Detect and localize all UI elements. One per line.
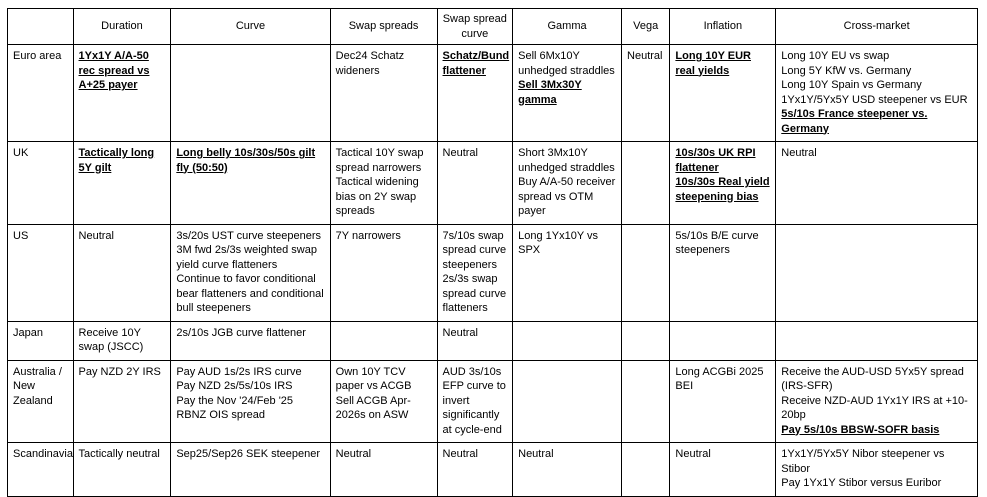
table-row (8, 224, 978, 321)
header-cell-inflation: Inflation (670, 9, 776, 45)
cell-line: 3M fwd 2s/3s weighted swap yield curve flatteners (176, 244, 317, 271)
cell-line: 7s/10s swap spread curve steepeners (442, 229, 507, 271)
cell-line: Neutral (442, 448, 478, 460)
cell-line: Long belly 10s/30s/50s gilt fly (50:50) (176, 147, 316, 174)
table-cell (776, 45, 978, 142)
row-region-label: US (8, 224, 74, 321)
cell-line: 3s/20s UST curve steepeners (176, 229, 322, 242)
table-cell (513, 443, 622, 497)
cell-line: 2s/10s JGB curve flattener (176, 326, 306, 339)
table-cell (622, 321, 670, 360)
table-cell (622, 224, 670, 321)
cell-line: Own 10Y TCV paper vs ACGB (335, 365, 412, 392)
cell-line: 5s/10s B/E curve steepeners (675, 229, 759, 256)
cell-line: Tactically long 5Y gilt (78, 147, 155, 174)
table-cell (776, 321, 978, 360)
cell-line: Short 3Mx10Y unhedged straddles (518, 147, 615, 174)
cell-line: Long 5Y KfW vs. Germany (781, 64, 912, 77)
cell-line: Neutral (781, 147, 817, 159)
header-cell-vega: Vega (622, 9, 670, 45)
table-cell (513, 224, 622, 321)
table-cell (330, 360, 437, 443)
table-cell (622, 443, 670, 497)
cell-line: Dec24 Schatz wideners (335, 50, 405, 77)
cell-line: Tactical widening bias on 2Y swap spreads (335, 176, 419, 217)
cell-line: Sep25/Sep26 SEK steepener (176, 448, 321, 460)
cell-line: Neutral (627, 50, 663, 62)
table-cell (776, 224, 978, 321)
table-cell (73, 321, 171, 360)
row-region-label: UK (8, 142, 74, 225)
cell-line: Neutral (518, 448, 554, 460)
cell-line: 1Yx1Y/5Yx5Y Nibor steepener vs Stibor (781, 448, 945, 475)
table-cell (171, 443, 330, 497)
cell-line: Long 10Y Spain vs Germany (781, 79, 922, 91)
table-cell (171, 360, 330, 443)
table-cell (171, 142, 330, 225)
table-cell (513, 360, 622, 443)
table-cell (437, 321, 513, 360)
table-cell (171, 45, 330, 142)
header-cell-curve: Curve (171, 9, 330, 45)
cell-line: Pay the Nov '24/Feb '25 RBNZ OIS spread (176, 394, 294, 421)
document-sheet (0, 8, 987, 494)
table-cell (73, 443, 171, 497)
header-row (8, 9, 978, 45)
table-cell (622, 360, 670, 443)
cell-line: Buy A/A-50 receiver spread vs OTM payer (518, 176, 616, 217)
cell-line: Receive NZD-AUD 1Yx1Y IRS at +10-20bp (781, 394, 968, 421)
cell-line: Pay NZD 2Y IRS (78, 365, 161, 378)
cell-line: Receive the AUD-USD 5Yx5Y spread (IRS-SFR) (781, 365, 964, 392)
trade-recommendation-table (7, 8, 978, 497)
table-cell (670, 360, 776, 443)
table-cell (437, 360, 513, 443)
cell-line: Pay NZD 2s/5s/10s IRS (176, 380, 293, 392)
cell-line: Continue to favor conditional bear flatteners and conditional bull steepeners (176, 273, 324, 314)
table-row (8, 45, 978, 142)
table-cell (670, 45, 776, 142)
cell-line: Pay 1Yx1Y Stibor versus Euribor (781, 477, 942, 489)
cell-line: Tactical 10Y swap spread narrowers (335, 147, 424, 174)
cell-line: Long 10Y EU vs swap (781, 50, 890, 62)
table-cell (670, 321, 776, 360)
table-cell (622, 142, 670, 225)
cell-line: Neutral (442, 147, 478, 159)
cell-line: Long ACGBi 2025 BEI (675, 365, 764, 392)
table-cell (776, 443, 978, 497)
cell-line: 2s/3s swap spread curve flatteners (442, 273, 507, 314)
table-cell (513, 142, 622, 225)
cell-line: 1Yx1Y A/A-50 rec spread vs A+25 payer (78, 50, 150, 91)
header-cell-swap-spreads: Swap spreads (330, 9, 437, 45)
header-cell-swap-spread-curve: Swap spread curve (437, 9, 513, 45)
cell-line: Sell ACGB Apr-2026s on ASW (335, 394, 411, 421)
table-cell (73, 360, 171, 443)
cell-line: Neutral (78, 229, 114, 242)
table-row (8, 321, 978, 360)
cell-line: 7Y narrowers (335, 229, 401, 242)
table-row (8, 142, 978, 225)
header-cell-duration: Duration (73, 9, 171, 45)
cell-line: Sell 6Mx10Y unhedged straddles (518, 50, 615, 77)
table-cell (73, 224, 171, 321)
table-cell (513, 45, 622, 142)
table-cell (437, 224, 513, 321)
table-header (8, 9, 978, 45)
table-cell (670, 224, 776, 321)
table-cell (330, 224, 437, 321)
table-cell (330, 45, 437, 142)
table-cell (330, 142, 437, 225)
table-cell (437, 45, 513, 142)
table-cell (330, 443, 437, 497)
cell-line: Long 10Y EUR real yields (675, 50, 751, 77)
table-cell (73, 45, 171, 142)
cell-line: Neutral (442, 326, 478, 339)
table-cell (437, 443, 513, 497)
cell-line: 5s/10s France steepener vs. Germany (781, 108, 928, 135)
row-region-label: Australia / New Zealand (8, 360, 74, 443)
table-body (8, 45, 978, 497)
cell-line: Sell 3Mx30Y gamma (518, 79, 582, 106)
header-cell-cross-market: Cross-market (776, 9, 978, 45)
cell-line: Pay AUD 1s/2s IRS curve (176, 365, 302, 378)
header-cell-region (8, 9, 74, 45)
table-cell (776, 142, 978, 225)
cell-line: AUD 3s/10s EFP curve to invert significantly at cycle-end (442, 365, 506, 436)
table-cell (670, 142, 776, 225)
table-cell (622, 45, 670, 142)
table-cell (670, 443, 776, 497)
cell-line: Tactically neutral (78, 448, 160, 460)
cell-line: Receive 10Y swap (JSCC) (78, 326, 144, 353)
table-cell (171, 321, 330, 360)
cell-line: Neutral (335, 448, 372, 460)
table-cell (513, 321, 622, 360)
cell-line: 1Yx1Y/5Yx5Y USD steepener vs EUR (781, 93, 968, 106)
cell-line: Long 1Yx10Y vs SPX (518, 229, 599, 256)
row-region-label: Japan (8, 321, 74, 360)
header-cell-gamma: Gamma (513, 9, 622, 45)
table-cell (171, 224, 330, 321)
cell-line: Schatz/Bund flattener (442, 50, 510, 77)
cell-line: Neutral (675, 448, 711, 460)
table-row (8, 360, 978, 443)
table-cell (437, 142, 513, 225)
cell-line: 10s/30s UK RPI flattener (675, 147, 756, 174)
row-region-label: Scandinavia (8, 443, 74, 497)
cell-line: Pay 5s/10s BBSW-SOFR basis (781, 423, 940, 436)
table-cell (776, 360, 978, 443)
table-row (8, 443, 978, 497)
cell-line: 10s/30s Real yield steepening bias (675, 176, 770, 203)
row-region-label: Euro area (8, 45, 74, 142)
table-cell (73, 142, 171, 225)
table-cell (330, 321, 437, 360)
